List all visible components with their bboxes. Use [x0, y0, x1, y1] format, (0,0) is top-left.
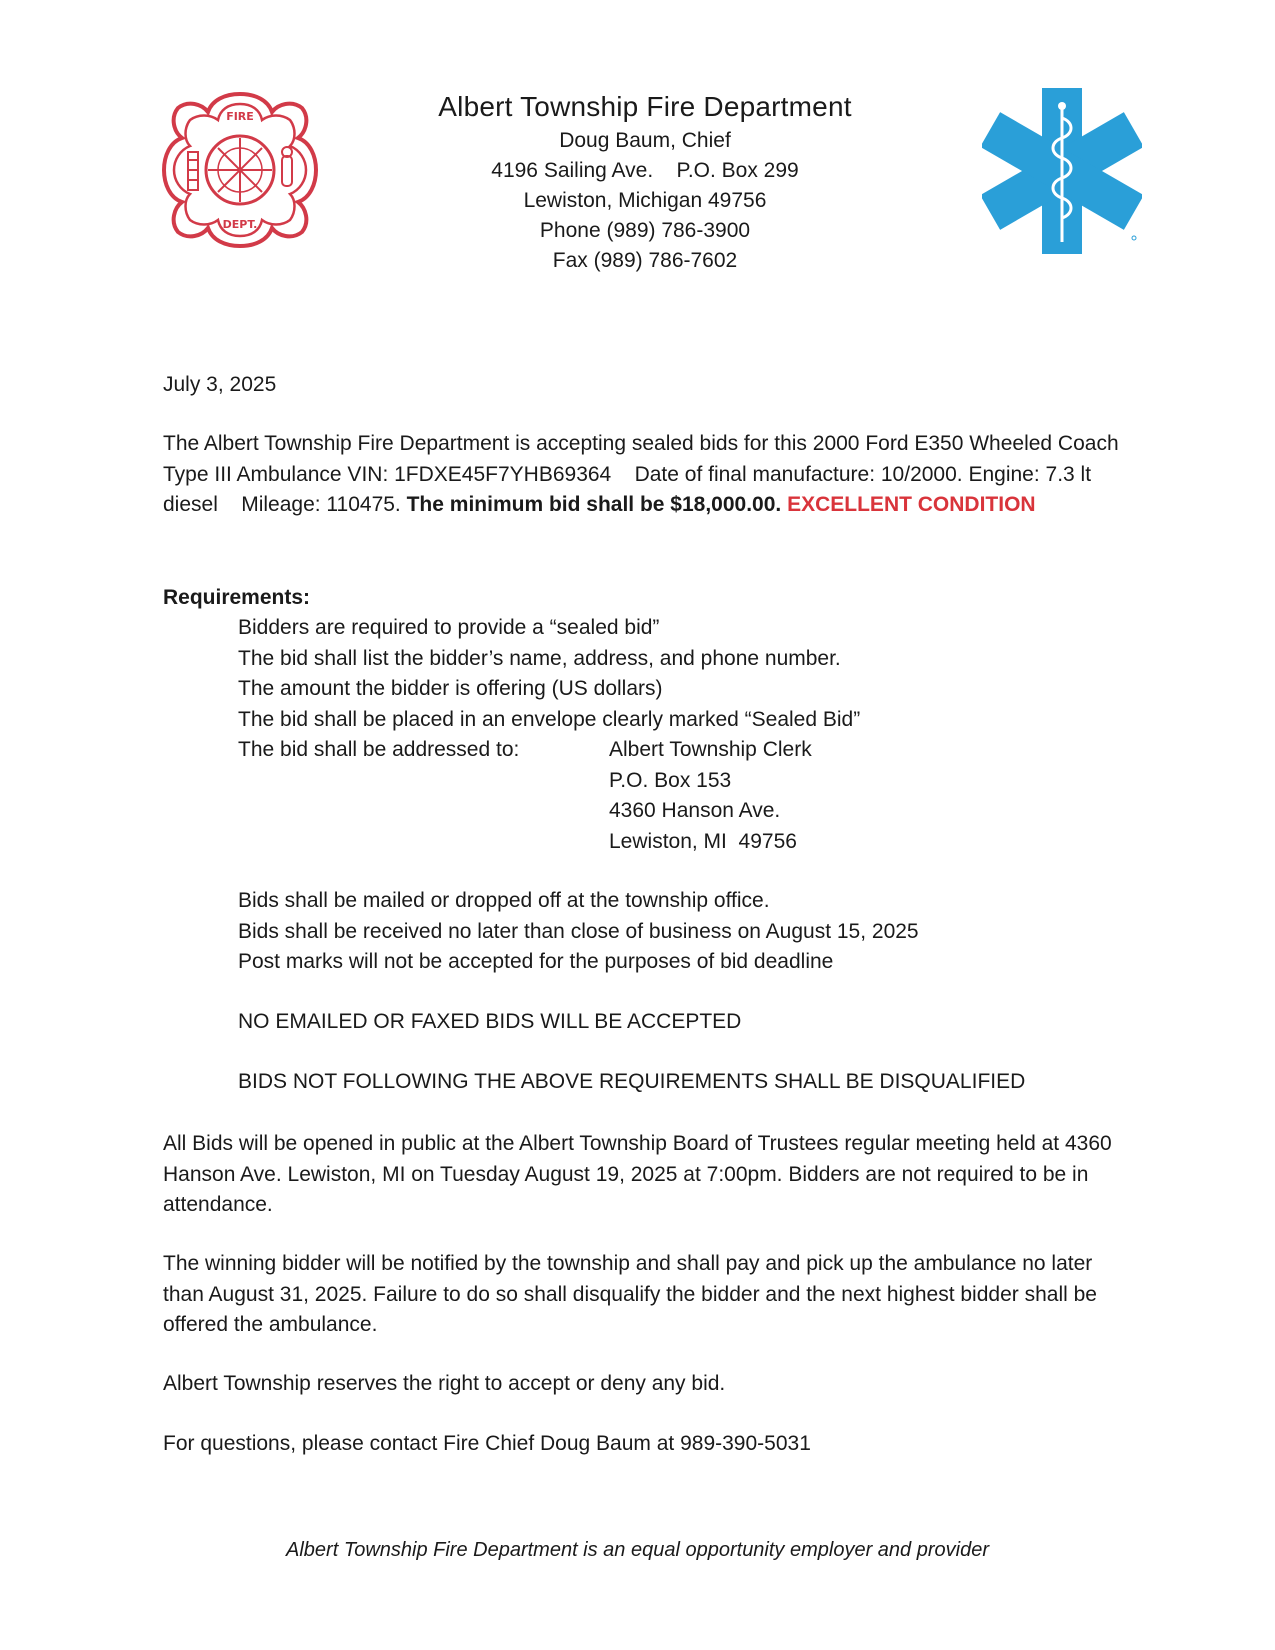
intro-paragraph — [163, 429, 1133, 521]
address-label: The bid shall be addressed to: — [238, 738, 520, 761]
reserves-paragraph: Albert Township reserves the right to accept or deny any bid. — [163, 1372, 726, 1395]
letterhead — [385, 88, 905, 276]
fire-department-logo — [160, 90, 320, 250]
no-email-notice: NO EMAILED OR FAXED BIDS WILL BE ACCEPTED — [238, 1010, 742, 1033]
bid-rule: Bids shall be received no later than close of business on August 15, 2025 — [238, 919, 919, 943]
bid-rules — [238, 886, 1118, 978]
address-row — [238, 735, 1118, 857]
fire-logo-text-top: FIRE — [226, 110, 254, 123]
address-line: 4360 Hanson Ave. — [609, 799, 781, 822]
department-title: Albert Township Fire Department — [438, 91, 852, 122]
winning-bidder-paragraph: The winning bidder will be notified by the township and shall pay and pick up the ambulance no later than August 31, 2025. Failure to do so shall disqualify the bidder and the next highest bidder shall be offered the ambulance. — [163, 1252, 1097, 1336]
star-of-life-icon — [982, 88, 1142, 254]
disqualified-notice: BIDS NOT FOLLOWING THE ABOVE REQUIREMENTS SHALL BE DISQUALIFIED — [238, 1070, 1026, 1093]
address-line: Lewiston, MI 49756 — [609, 829, 797, 853]
department-phone: Phone (989) 786-3900 — [539, 219, 751, 242]
requirement-item: Bidders are required to provide a “sealed bid” — [238, 616, 660, 639]
letter-date: July 3, 2025 — [163, 373, 277, 396]
condition-label: EXCELLENT CONDITION — [787, 493, 1036, 516]
address-line: P.O. Box 153 — [609, 768, 732, 792]
requirements-list — [238, 613, 1118, 857]
clerk-address — [609, 735, 812, 857]
requirements-heading: Requirements: — [163, 586, 311, 609]
footer-eeo-statement: Albert Township Fire Department is an equal opportunity employer and provider — [286, 1539, 989, 1561]
requirement-item: The bid shall be placed in an envelope clearly marked “Sealed Bid” — [238, 707, 861, 731]
address-line: Albert Township Clerk — [609, 738, 812, 761]
intro-text: The Albert Township Fire Department is accepting sealed bids for this 2000 Ford E350 Wheeled Coach Type III Ambulance VIN: 1FDXE45F7YHB69364 Date of final manufacture: 10/2000. Engine: 7.3 lt diesel Mileage: 110475. — [163, 432, 1125, 516]
department-address: 4196 Sailing Ave. P.O. Box 299 — [491, 159, 799, 182]
questions-paragraph: For questions, please contact Fire Chief Doug Baum at 989-390-5031 — [163, 1432, 811, 1455]
requirement-item: The amount the bidder is offering (US dollars) — [238, 677, 663, 700]
bid-rule: Bids shall be mailed or dropped off at the township office. — [238, 889, 770, 912]
minimum-bid: The minimum bid shall be $18,000.00. — [406, 493, 782, 516]
requirement-item: The bid shall list the bidder’s name, address, and phone number. — [238, 646, 841, 670]
chief-name: Doug Baum, Chief — [559, 129, 731, 152]
fire-logo-text-bottom: DEPT. — [222, 218, 258, 231]
department-fax: Fax (989) 786-7602 — [552, 249, 738, 272]
bid-rule: Post marks will not be accepted for the purposes of bid deadline — [238, 950, 834, 973]
public-opening-paragraph: All Bids will be opened in public at the Albert Township Board of Trustees regular meeting held at 4360 Hanson Ave. Lewiston, MI on Tuesday August 19, 2025 at 7:00pm. Bidders are not required to be in attendance. — [163, 1132, 1112, 1216]
department-city: Lewiston, Michigan 49756 — [523, 189, 767, 212]
